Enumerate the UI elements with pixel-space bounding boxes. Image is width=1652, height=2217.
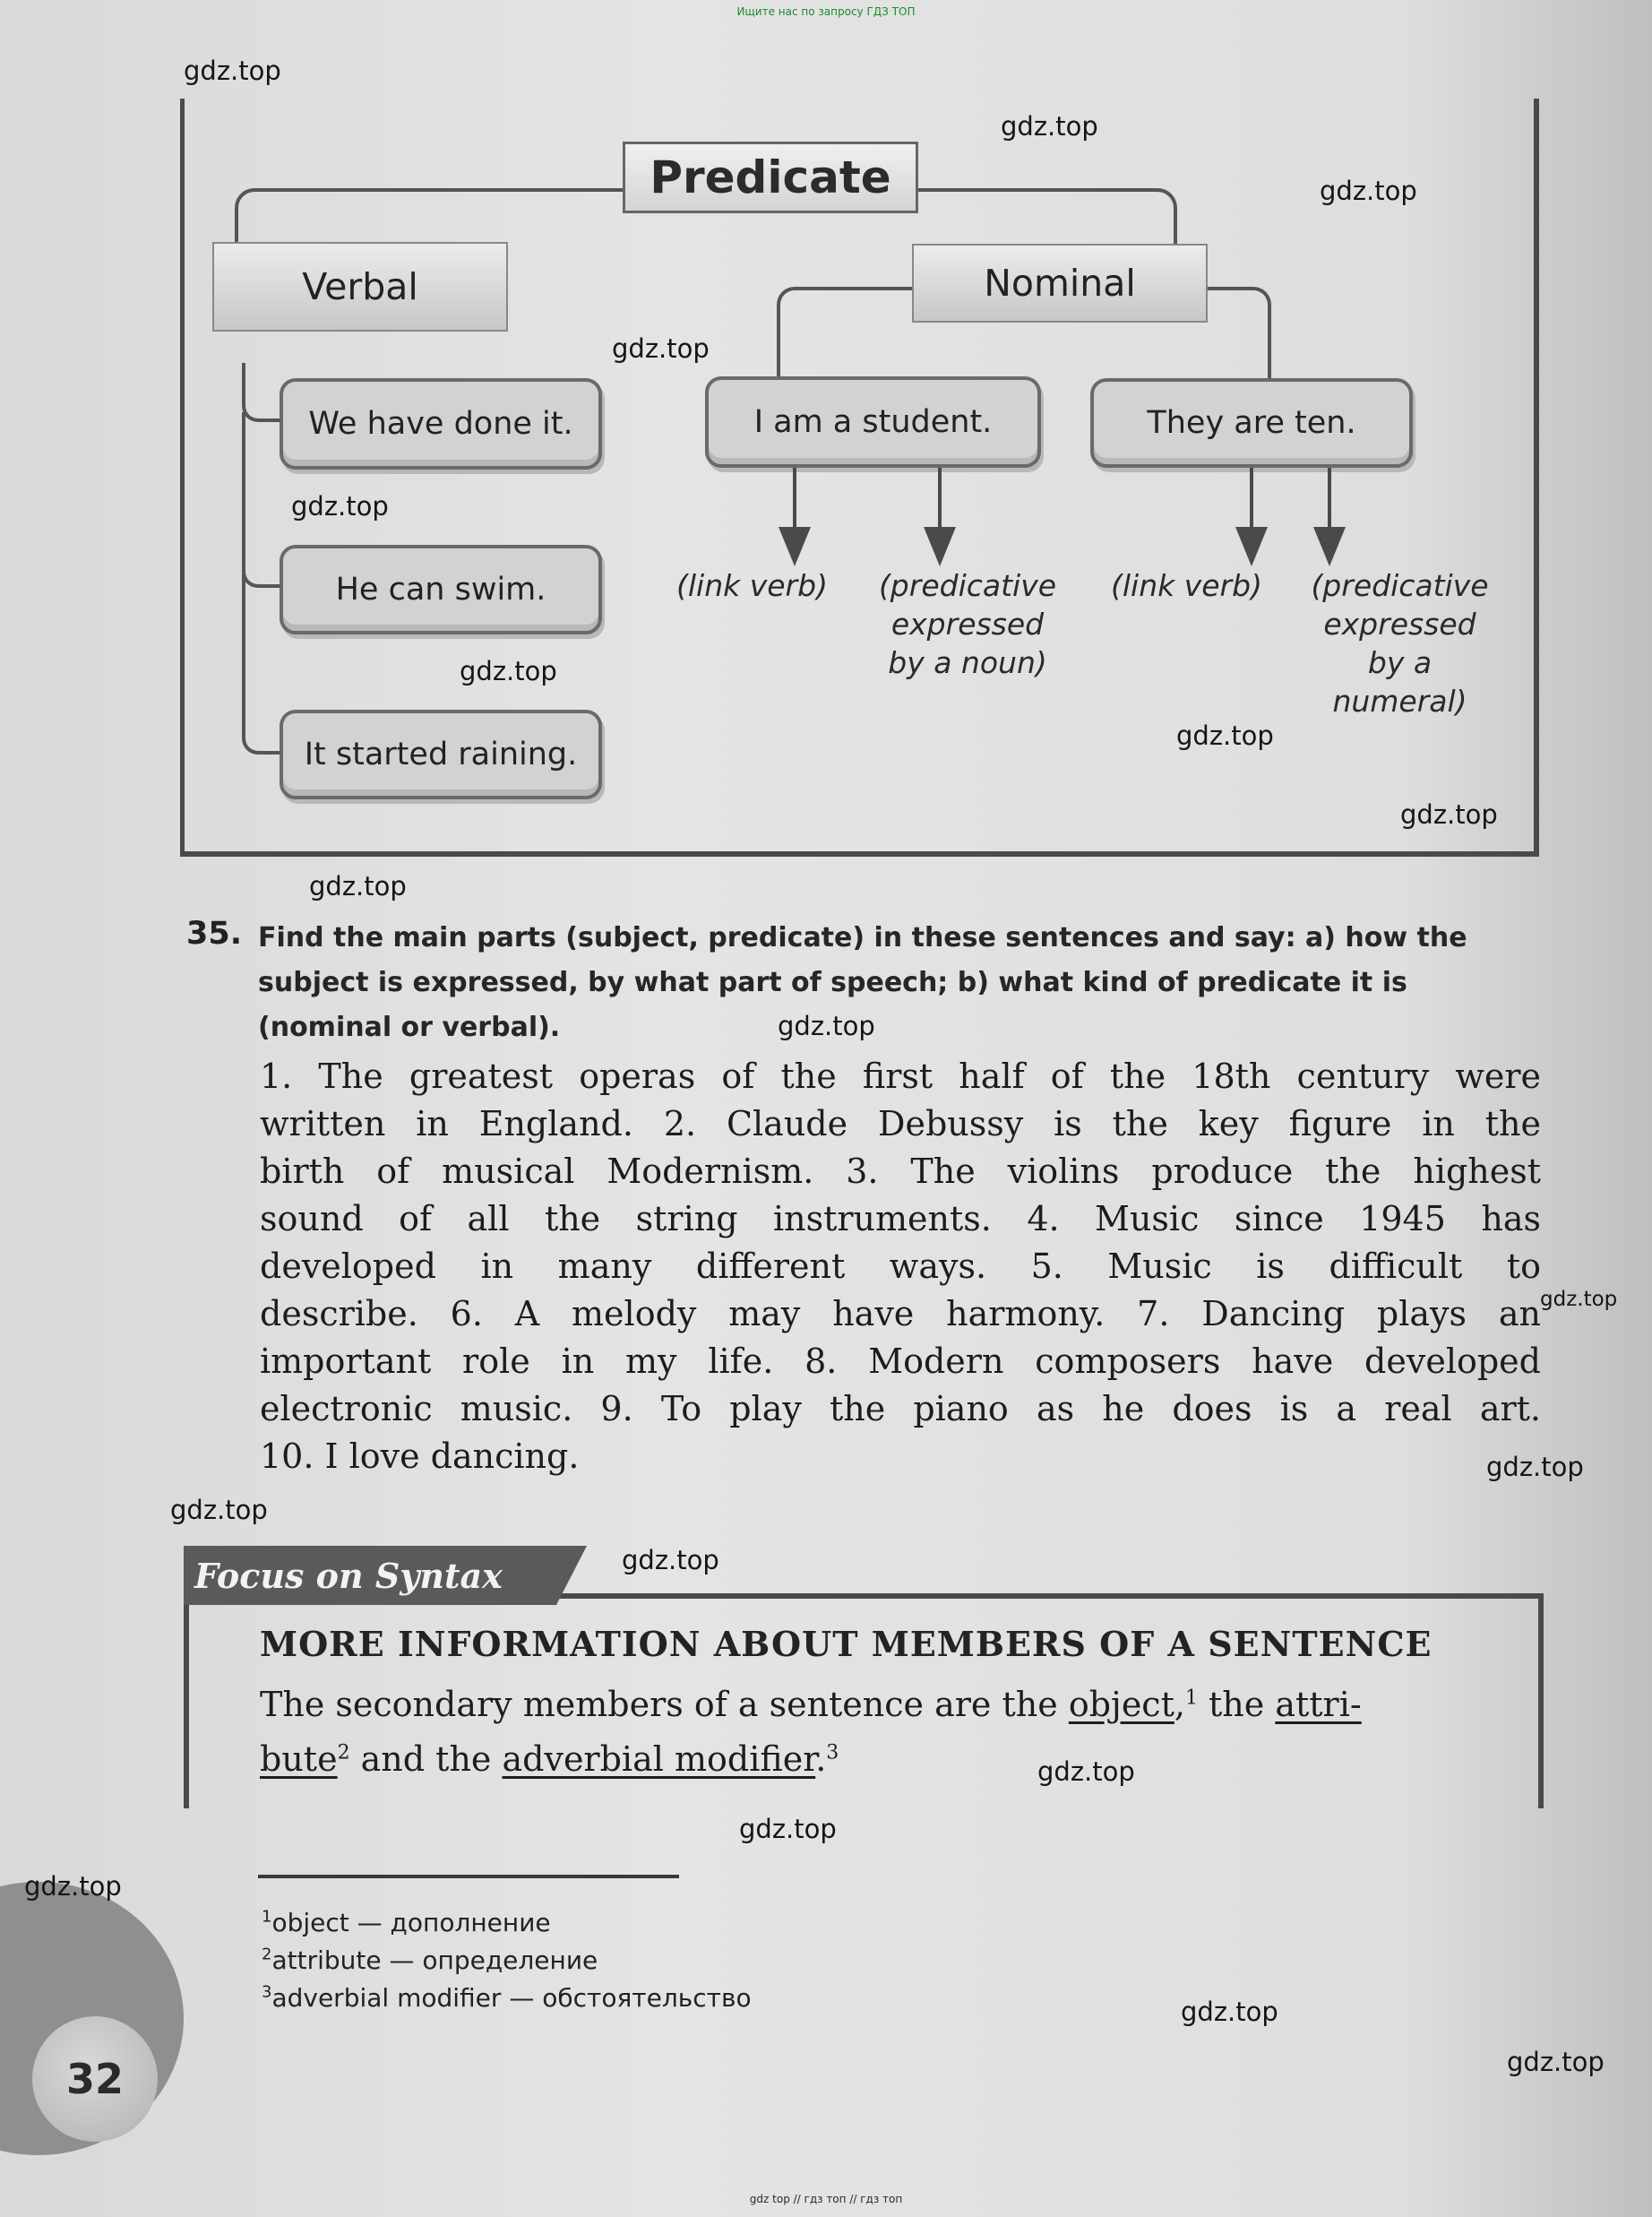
diagram-frame-bottom (180, 851, 1539, 857)
term-attribute-cont: bute (260, 1739, 338, 1779)
focus-text: The secondary members of a sentence are the object,$^1$ the attri- bute$^2$ and the adverbial modifier.$^3$ (260, 1685, 1362, 1779)
exercise-line: describe. 6. A melody may have harmony. 7. Dancing plays an (260, 1294, 1541, 1333)
footnote-item (262, 1980, 752, 2017)
label-predicative-numeral (1290, 566, 1510, 720)
term-object: object (1068, 1685, 1174, 1724)
footnote-rule (258, 1875, 679, 1878)
watermark: gdz.top (291, 491, 389, 522)
watermark: gdz.top (1001, 111, 1098, 142)
footnote-item (262, 1904, 752, 1942)
nominal-box: Nominal (912, 244, 1208, 323)
focus-tab: Focus on Syntax (184, 1546, 556, 1605)
watermark: gdz.top (24, 1871, 122, 1902)
label-predicative-numeral-line3: by a (1367, 645, 1433, 680)
label-predicative-noun (860, 566, 1075, 682)
footnote-item (262, 1942, 752, 1980)
footnote-text: attribute — определение (271, 1945, 598, 1975)
footnote-ref: 3 (826, 1741, 839, 1764)
label-link-verb-1: (link verb) (676, 568, 828, 603)
arrow-shaft-4 (1328, 468, 1331, 531)
watermark: gdz.top (1400, 799, 1498, 830)
exercise-line: written in England. 2. Claude Debussy is the key figure in the (260, 1104, 1541, 1143)
exercise-line: 10. I love dancing. (260, 1436, 580, 1476)
arrow-shaft-3 (1250, 468, 1253, 531)
watermark: gdz.top (778, 1011, 875, 1041)
watermark: gdz.top (1486, 1452, 1584, 1482)
watermark: gdz.top (622, 1545, 719, 1575)
exercise-line: electronic music. 9. To play the piano as he does is a real art. (260, 1389, 1541, 1428)
verbal-box: Verbal (212, 242, 508, 332)
label-predicative-numeral-line1: (predicative (1311, 568, 1489, 603)
top-banner: Ищите нас по запросу ГДЗ ТОП (736, 5, 916, 18)
exercise-line: important role in my life. 8. Modern composers have developed (260, 1341, 1541, 1381)
footnote-ref: 2 (337, 1741, 350, 1764)
focus-text-part: and the (349, 1739, 503, 1779)
arrow-head-2 (924, 527, 956, 566)
focus-text-part: the (1197, 1685, 1276, 1724)
exercise-line: birth of musical Modernism. 3. The violins produce the highest (260, 1152, 1541, 1191)
example-verbal-2: He can swim. (280, 545, 602, 634)
watermark: gdz.top (1037, 1756, 1135, 1787)
footnote-text: adverbial modifier — обстоятельство (271, 1983, 752, 2013)
footnote-text: object — дополнение (271, 1908, 551, 1937)
exercise-line: sound of all the string instruments. 4. Music since 1945 has (260, 1199, 1541, 1238)
predicate-box: Predicate (623, 142, 918, 213)
label-predicative-numeral-line4: numeral) (1332, 684, 1467, 719)
term-adverbial-modifier: adverbial modifier (502, 1739, 816, 1779)
watermark: gdz.top (170, 1495, 268, 1525)
term-attribute: attri- (1275, 1685, 1362, 1724)
example-nominal-1: I am a student. (705, 376, 1041, 468)
example-verbal-1: We have done it. (280, 378, 602, 470)
exercise-instruction: Find the main parts (subject, predicate) in these sentences and say: a) how the subject is expressed, by what part of speech; b) what kind of predicate it is (nominal or verbal). (258, 922, 1467, 1043)
arrow-head-4 (1313, 527, 1346, 566)
label-link-verb-2: (link verb) (1111, 568, 1262, 603)
watermark: gdz.top (1176, 720, 1274, 751)
focus-text-part: The secondary members of a sentence are the (260, 1685, 1069, 1724)
watermark: gdz.top (184, 56, 281, 86)
diagram-frame-left (180, 99, 185, 856)
footnotes (262, 1904, 752, 2017)
arrow-head-3 (1235, 527, 1268, 566)
watermark: gdz.top (1320, 176, 1417, 206)
footnote-ref: 1 (1184, 1686, 1198, 1710)
example-nominal-2: They are ten. (1090, 378, 1413, 468)
label-predicative-numeral-line2: expressed (1323, 607, 1476, 642)
arrow-shaft-1 (793, 468, 796, 531)
footnote-number: 3 (262, 1982, 272, 2002)
label-predicative-noun-line2: expressed (891, 607, 1045, 642)
bottom-banner: gdz top // гдз топ // гдз топ (749, 2193, 903, 2205)
focus-heading: MORE INFORMATION ABOUT MEMBERS OF A SENTENCE (260, 1624, 1433, 1664)
watermark: gdz.top (1507, 2047, 1605, 2077)
watermark: gdz.top (1540, 1288, 1618, 1311)
diagram-frame-right (1534, 99, 1539, 857)
footnote-number: 2 (262, 1945, 272, 1964)
label-predicative-noun-line1: (predicative (878, 568, 1057, 603)
page-number: 32 (32, 2016, 158, 2142)
watermark: gdz.top (739, 1814, 837, 1844)
watermark: gdz.top (460, 656, 557, 686)
exercise-line: developed in many different ways. 5. Music is difficult to (260, 1247, 1541, 1286)
example-verbal-3: It started raining. (280, 710, 602, 799)
exercise-sentences (260, 1053, 1541, 1480)
exercise-line: 1. The greatest operas of the first half of the 18th century were (260, 1057, 1541, 1096)
arrow-shaft-2 (938, 468, 942, 531)
label-predicative-noun-line3: by a noun) (888, 645, 1047, 680)
watermark: gdz.top (1181, 1997, 1278, 2027)
watermark: gdz.top (309, 871, 407, 901)
watermark: gdz.top (612, 333, 710, 364)
arrow-head-1 (779, 527, 811, 566)
exercise-number: 35. (186, 916, 243, 952)
footnote-number: 1 (262, 1907, 272, 1927)
